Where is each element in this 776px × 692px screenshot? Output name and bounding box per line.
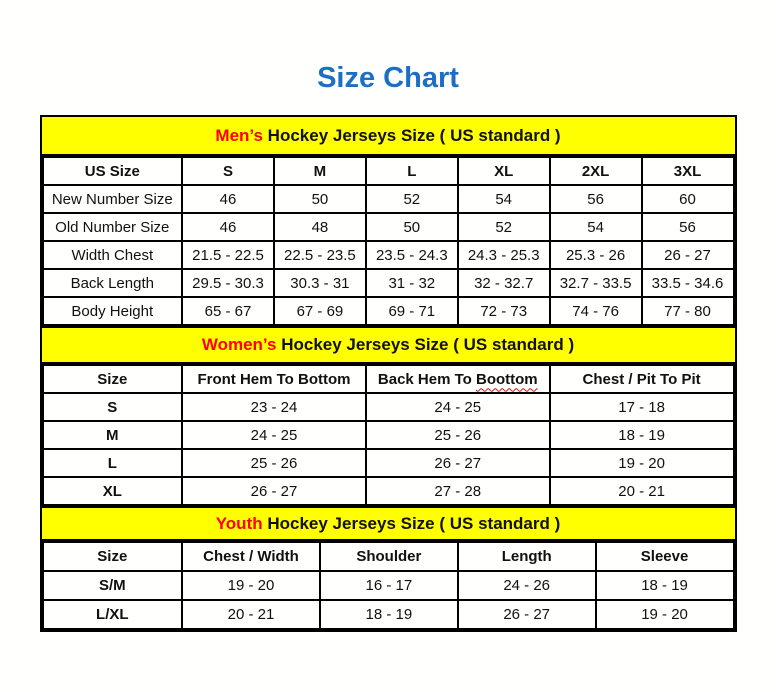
youth-header-cell: Length <box>458 542 596 571</box>
womens-value-cell: 25 - 26 <box>182 449 366 477</box>
mens-value-cell: 77 - 80 <box>642 297 734 325</box>
mens-value-cell: 23.5 - 24.3 <box>366 241 458 269</box>
youth-header-cell: Size <box>43 542 183 571</box>
youth-header-cell: Sleeve <box>596 542 734 571</box>
mens-value-cell: 26 - 27 <box>642 241 734 269</box>
womens-value-cell: 20 - 21 <box>550 477 734 505</box>
youth-data-row <box>43 600 734 629</box>
womens-header-cell: Front Hem To Bottom <box>182 365 366 393</box>
womens-row-label: L <box>43 449 183 477</box>
womens-header-row <box>43 365 734 393</box>
mens-value-cell: 52 <box>366 185 458 213</box>
heading-rest-womens: Hockey Jerseys Size ( US standard ) <box>276 335 575 354</box>
womens-data-row <box>43 477 734 505</box>
youth-value-cell: 20 - 21 <box>182 600 320 629</box>
mens-size-table <box>42 156 735 326</box>
heading-accent-mens: Men’s <box>215 125 263 145</box>
section-heading-youth <box>42 506 735 541</box>
mens-value-cell: 48 <box>274 213 366 241</box>
mens-value-cell: 72 - 73 <box>458 297 550 325</box>
mens-value-cell: 30.3 - 31 <box>274 269 366 297</box>
mens-value-cell: 21.5 - 22.5 <box>182 241 274 269</box>
womens-value-cell: 24 - 25 <box>366 393 550 421</box>
page-title: Size Chart <box>317 62 459 94</box>
womens-value-cell: 25 - 26 <box>366 421 550 449</box>
mens-value-cell: 33.5 - 34.6 <box>642 269 734 297</box>
mens-header-row <box>43 157 734 185</box>
mens-value-cell: 56 <box>550 185 642 213</box>
mens-data-row <box>43 241 734 269</box>
mens-value-cell: 50 <box>274 185 366 213</box>
heading-rest-mens: Hockey Jerseys Size ( US standard ) <box>262 125 561 145</box>
mens-data-row <box>43 269 734 297</box>
mens-value-cell: 56 <box>642 213 734 241</box>
section-heading-womens <box>42 326 735 364</box>
mens-value-cell: 67 - 69 <box>274 297 366 325</box>
mens-data-row <box>43 297 734 325</box>
mens-value-cell: 22.5 - 23.5 <box>274 241 366 269</box>
womens-size-table <box>42 364 735 506</box>
youth-header-cell: Shoulder <box>320 542 458 571</box>
mens-value-cell: 65 - 67 <box>182 297 274 325</box>
mens-value-cell: 60 <box>642 185 734 213</box>
womens-header-cell: Chest / Pit To Pit <box>550 365 734 393</box>
mens-value-cell: 25.3 - 26 <box>550 241 642 269</box>
womens-data-row <box>43 449 734 477</box>
youth-value-cell: 16 - 17 <box>320 571 458 600</box>
heading-accent-youth: Youth <box>215 513 263 533</box>
mens-header-cell: L <box>366 157 458 185</box>
youth-row-label: S/M <box>43 571 183 600</box>
womens-value-cell: 26 - 27 <box>366 449 550 477</box>
mens-value-cell: 50 <box>366 213 458 241</box>
youth-row-label: L/XL <box>43 600 183 629</box>
womens-header-cell: Size <box>43 365 183 393</box>
mens-value-cell: 46 <box>182 213 274 241</box>
mens-value-cell: 32 - 32.7 <box>458 269 550 297</box>
womens-header-cell: Back Hem To Boottom <box>366 365 550 393</box>
mens-data-row <box>43 213 734 241</box>
mens-row-label: New Number Size <box>43 185 183 213</box>
mens-value-cell: 54 <box>550 213 642 241</box>
youth-size-table <box>42 541 735 630</box>
mens-header-cell: 3XL <box>642 157 734 185</box>
mens-value-cell: 54 <box>458 185 550 213</box>
youth-value-cell: 18 - 19 <box>320 600 458 629</box>
womens-value-cell: 24 - 25 <box>182 421 366 449</box>
youth-value-cell: 24 - 26 <box>458 571 596 600</box>
youth-value-cell: 19 - 20 <box>596 600 734 629</box>
mens-value-cell: 32.7 - 33.5 <box>550 269 642 297</box>
section-heading-mens <box>42 117 735 156</box>
mens-row-label: Old Number Size <box>43 213 183 241</box>
youth-data-row <box>43 571 734 600</box>
mens-header-cell: S <box>182 157 274 185</box>
mens-row-label: Width Chest <box>43 241 183 269</box>
mens-row-label: Body Height <box>43 297 183 325</box>
misspelled-word: Boottom <box>475 370 538 388</box>
youth-value-cell: 19 - 20 <box>182 571 320 600</box>
womens-data-row <box>43 421 734 449</box>
section-mens <box>42 117 735 326</box>
youth-header-cell: Chest / Width <box>182 542 320 571</box>
section-youth <box>42 506 735 630</box>
womens-row-label: S <box>43 393 183 421</box>
mens-data-row <box>43 185 734 213</box>
heading-accent-womens: Women’s <box>201 335 277 354</box>
womens-value-cell: 18 - 19 <box>550 421 734 449</box>
mens-header-cell: M <box>274 157 366 185</box>
mens-value-cell: 24.3 - 25.3 <box>458 241 550 269</box>
mens-value-cell: 69 - 71 <box>366 297 458 325</box>
mens-value-cell: 52 <box>458 213 550 241</box>
mens-value-cell: 31 - 32 <box>366 269 458 297</box>
mens-header-cell: 2XL <box>550 157 642 185</box>
womens-value-cell: 17 - 18 <box>550 393 734 421</box>
mens-header-cell: US Size <box>43 157 183 185</box>
mens-header-cell: XL <box>458 157 550 185</box>
mens-value-cell: 74 - 76 <box>550 297 642 325</box>
womens-value-cell: 23 - 24 <box>182 393 366 421</box>
womens-row-label: M <box>43 421 183 449</box>
mens-row-label: Back Length <box>43 269 183 297</box>
mens-value-cell: 29.5 - 30.3 <box>182 269 274 297</box>
youth-header-row <box>43 542 734 571</box>
womens-value-cell: 27 - 28 <box>366 477 550 505</box>
section-womens <box>42 326 735 506</box>
womens-value-cell: 26 - 27 <box>182 477 366 505</box>
size-chart <box>40 115 737 632</box>
womens-row-label: XL <box>43 477 183 505</box>
womens-value-cell: 19 - 20 <box>550 449 734 477</box>
womens-data-row <box>43 393 734 421</box>
youth-value-cell: 18 - 19 <box>596 571 734 600</box>
mens-value-cell: 46 <box>182 185 274 213</box>
heading-rest-youth: Hockey Jerseys Size ( US standard ) <box>262 513 561 533</box>
youth-value-cell: 26 - 27 <box>458 600 596 629</box>
